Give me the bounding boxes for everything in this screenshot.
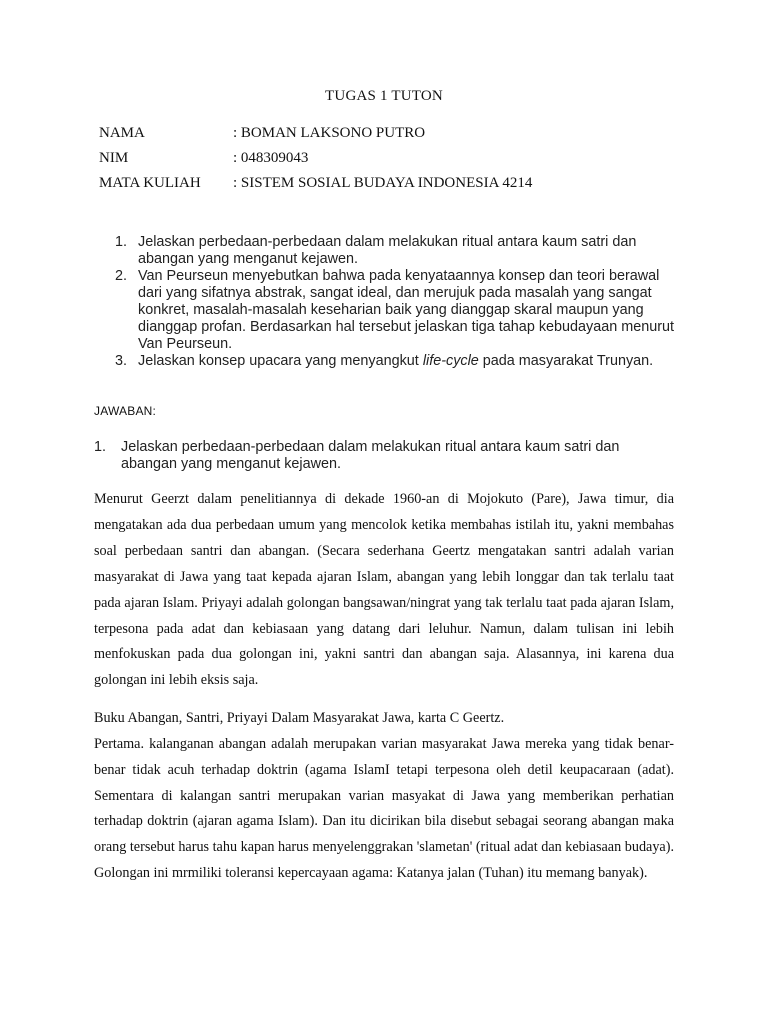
answer-heading-number: 1. <box>94 439 107 455</box>
question-item <box>115 268 675 353</box>
answer-heading-text: Jelaskan perbedaan-perbedaan dalam melakukan ritual antara kaum satri dan abangan yang menganut kejawen. <box>121 439 620 472</box>
book-reference: Buku Abangan, Santri, Priyayi Dalam Masyarakat Jawa, karta C Geertz. <box>94 710 505 726</box>
question-text: Van Peurseun menyebutkan bahwa pada kenyataannya konsep dan teori berawal dari yang sifatnya abstrak, sangat ideal, dan merujuk pada masalah yang sangat konkret, masalah-masalah keseharian baik yang dianggap skaral maupun yang dianggap profan. Berdasarkan hal tersebut jelaskan tiga tahap kebudayaan menurut Van Peurseun. <box>138 268 675 352</box>
info-value: : 048309043 <box>233 150 309 166</box>
question-text-before: Jelaskan konsep upacara yang menyangkut <box>138 353 423 369</box>
document-title: TUGAS 1 TUTON <box>325 88 443 104</box>
info-row-mata-kuliah <box>99 172 532 197</box>
info-label: NAMA <box>99 125 145 141</box>
question-text-after: pada masyarakat Trunyan. <box>478 353 654 369</box>
info-row-nama <box>99 122 532 147</box>
question-text: Jelaskan perbedaan-perbedaan dalam melakukan ritual antara kaum satri dan abangan yang menganut kejawen. <box>138 234 637 267</box>
question-text <box>138 353 675 370</box>
answer-paragraph: Pertama. kalanganan abangan adalah merupakan varian masyarakat Jawa mereka yang tidak benar-benar tidak acuh terhadap doktrin (agama IslamI tetapi terpesona oleh detil keupacaraan (adat). Sementara di kalangan santri merupakan varian masyakat di Jawa yang memberikan perhatian terhadap doktrin (ajaran agama Islam). Dan itu dicirikan bila disebut sebagai seorang abangan maka orang tersebut harus tahu kapan harus menyelenggrakan 'slametan' (ritual adat dan kebiasaan budaya). Golongan ini mrmiliki toleransi kepercayaan agama: Katanya jalan (Tuhan) itu memang banyak). <box>94 736 674 881</box>
answer-heading <box>94 439 674 473</box>
info-value: : BOMAN LAKSONO PUTRO <box>233 125 426 141</box>
question-text-italic: life-cycle <box>422 353 479 369</box>
question-number: 3. <box>115 353 128 369</box>
answer-paragraph: Menurut Geerzt dalam penelitiannya di dekade 1960-an di Mojokuto (Pare), Jawa timur, dia mengatakan ada dua perbedaan umum yang mencolok ketika membahas istilah itu, yakni membahas soal perbedaan santri dan abangan. (Secara sederhana Geertz mengatakan santri adalah varian masyarakat di Jawa yang taat kepada ajaran Islam, abangan yang lebih longgar dan tak terlalu taat pada ajaran Islam. Priyayi adalah golongan bangsawan/ningrat yang tak terlalu taat pada ajaran Islam, terpesona pada adat dan kebiasaan yang datang dari leluhur. Namun, dalam tulisan ini lebih menfokuskan pada dua golongan ini, yakni santri dan abangan saja. Alasannya, ini karena dua golongan ini lebih eksis saja. <box>94 491 674 689</box>
student-info <box>99 122 532 197</box>
question-number: 1. <box>115 234 128 250</box>
answers-label: JAWABAN: <box>94 404 157 418</box>
question-list <box>115 234 675 370</box>
question-item <box>115 353 675 370</box>
info-row-nim <box>99 147 532 172</box>
info-value: : SISTEM SOSIAL BUDAYA INDONESIA 4214 <box>233 175 533 191</box>
info-label: MATA KULIAH <box>99 175 201 191</box>
question-item <box>115 234 675 268</box>
info-label: NIM <box>99 150 129 166</box>
question-number: 2. <box>115 268 128 284</box>
